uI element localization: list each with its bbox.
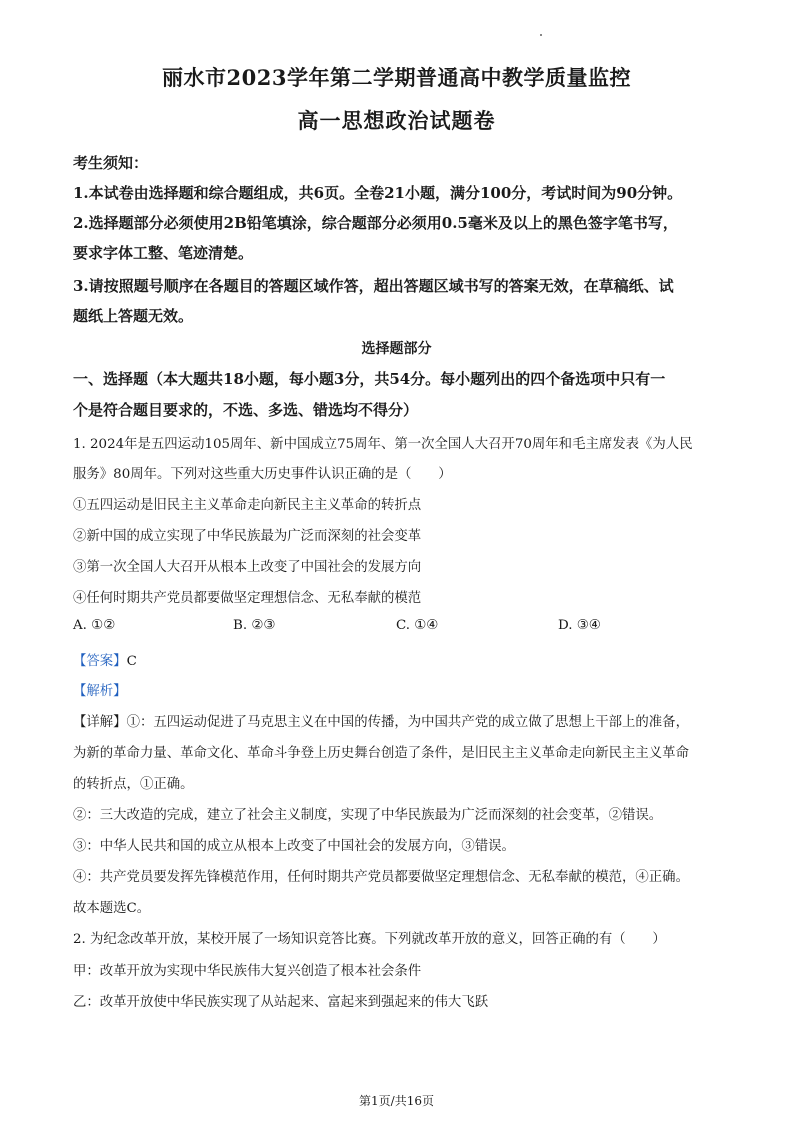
q1-detail-3: ③：中华人民共和国的成立从根本上改变了中国社会的发展方向，③错误。 (73, 839, 515, 854)
page-footer: 第1页/共16页 (359, 1094, 434, 1108)
exam-title: 丽水市2023学年第二学期普通高中教学质量监控 (162, 65, 631, 90)
q1-statement-2: ②新中国的成立实现了中华民族最为广泛而深刻的社会变革 (73, 529, 422, 544)
detail-tag: 【详解】 (73, 715, 127, 730)
exam-subtitle: 高一思想政治试题卷 (297, 108, 496, 133)
q1-answer-line (73, 650, 137, 669)
analysis-tag: 【解析】 (73, 684, 127, 699)
q1-statement-1: ①五四运动是旧民主主义革命走向新民主主义革命的转折点 (73, 498, 422, 513)
q2-statement-jia: 甲：改革开放为实现中华民族伟大复兴创造了根本社会条件 (73, 964, 422, 979)
notice-item-3-line1: 3.请按照题号顺序在各题目的答题区域作答，超出答题区域书写的答案无效，在草稿纸、试 (73, 277, 674, 295)
q1-option-b: B. ②③ (233, 618, 276, 633)
q1-detail-4: ④：共产党员要发挥先锋模范作用，任何时期共产党员都要做坚定理想信念、无私奉献的模范，④正确。 (73, 870, 689, 885)
notice-item-3-line2: 题纸上答题无效。 (73, 307, 194, 325)
q1-option-d: D. ③④ (558, 618, 601, 633)
notice-item-1: 1.本试卷由选择题和综合题组成，共6页。全卷21小题，满分100分，考试时间为90分钟。 (73, 184, 683, 202)
q1-conclusion: 故本题选C。 (73, 901, 151, 916)
part1-instructions-line1: 一、选择题（本大题共18小题，每小题3分，共54分。每小题列出的四个备选项中只有一 (73, 370, 666, 388)
q1-analysis-line (73, 680, 127, 699)
notice-item-2-line1: 2.选择题部分必须使用2B铅笔填涂，综合题部分必须用0.5毫米及以上的黑色签字笔书写， (73, 214, 678, 232)
q1-detail-2: ②：三大改造的完成，建立了社会主义制度，实现了中华民族最为广泛而深刻的社会变革，②错误。 (73, 808, 663, 823)
section-title: 选择题部分 (361, 341, 432, 357)
q2-statement-yi: 乙：改革开放使中华民族实现了从站起来、富起来到强起来的伟大飞跃 (73, 995, 489, 1010)
part1-instructions-line2: 个是符合题目要求的，不选、多选、错选均不得分） (73, 401, 419, 419)
detail-text-1: ①：五四运动促进了马克思主义在中国的传播，为中国共产党的成立做了思想上干部上的准备， (126, 715, 689, 730)
speck (540, 34, 542, 36)
answer-value: C (126, 654, 137, 669)
q1-detail-line1 (73, 711, 689, 730)
q1-stem-line2: 服务》80周年。下列对这些重大历史事件认识正确的是（ ） (73, 467, 452, 482)
notice-heading: 考生须知： (73, 154, 149, 172)
q1-stem-line1: 1. 2024年是五四运动105周年、新中国成立75周年、第一次全国人大召开70周年和毛主席发表《为人民 (73, 437, 693, 452)
q1-option-c: C. ①④ (396, 618, 439, 633)
q1-detail-line2: 为新的革命力量、革命文化、革命斗争登上历史舞台创造了条件，是旧民主主义革命走向新民主主义革命 (73, 746, 689, 761)
q1-statement-4: ④任何时期共产党员都要做坚定理想信念、无私奉献的模范 (73, 591, 422, 606)
q1-statement-3: ③第一次全国人大召开从根本上改变了中国社会的发展方向 (73, 560, 422, 575)
answer-tag: 【答案】 (73, 654, 127, 669)
q2-stem: 2. 为纪念改革开放，某校开展了一场知识竞答比赛。下列就改革开放的意义，回答正确的有（ ） (73, 932, 666, 947)
notice-item-2-line2: 要求字体工整、笔迹清楚。 (73, 244, 254, 262)
q1-detail-line3: 的转折点，①正确。 (73, 777, 194, 792)
q1-option-a: A. ①② (73, 618, 116, 633)
